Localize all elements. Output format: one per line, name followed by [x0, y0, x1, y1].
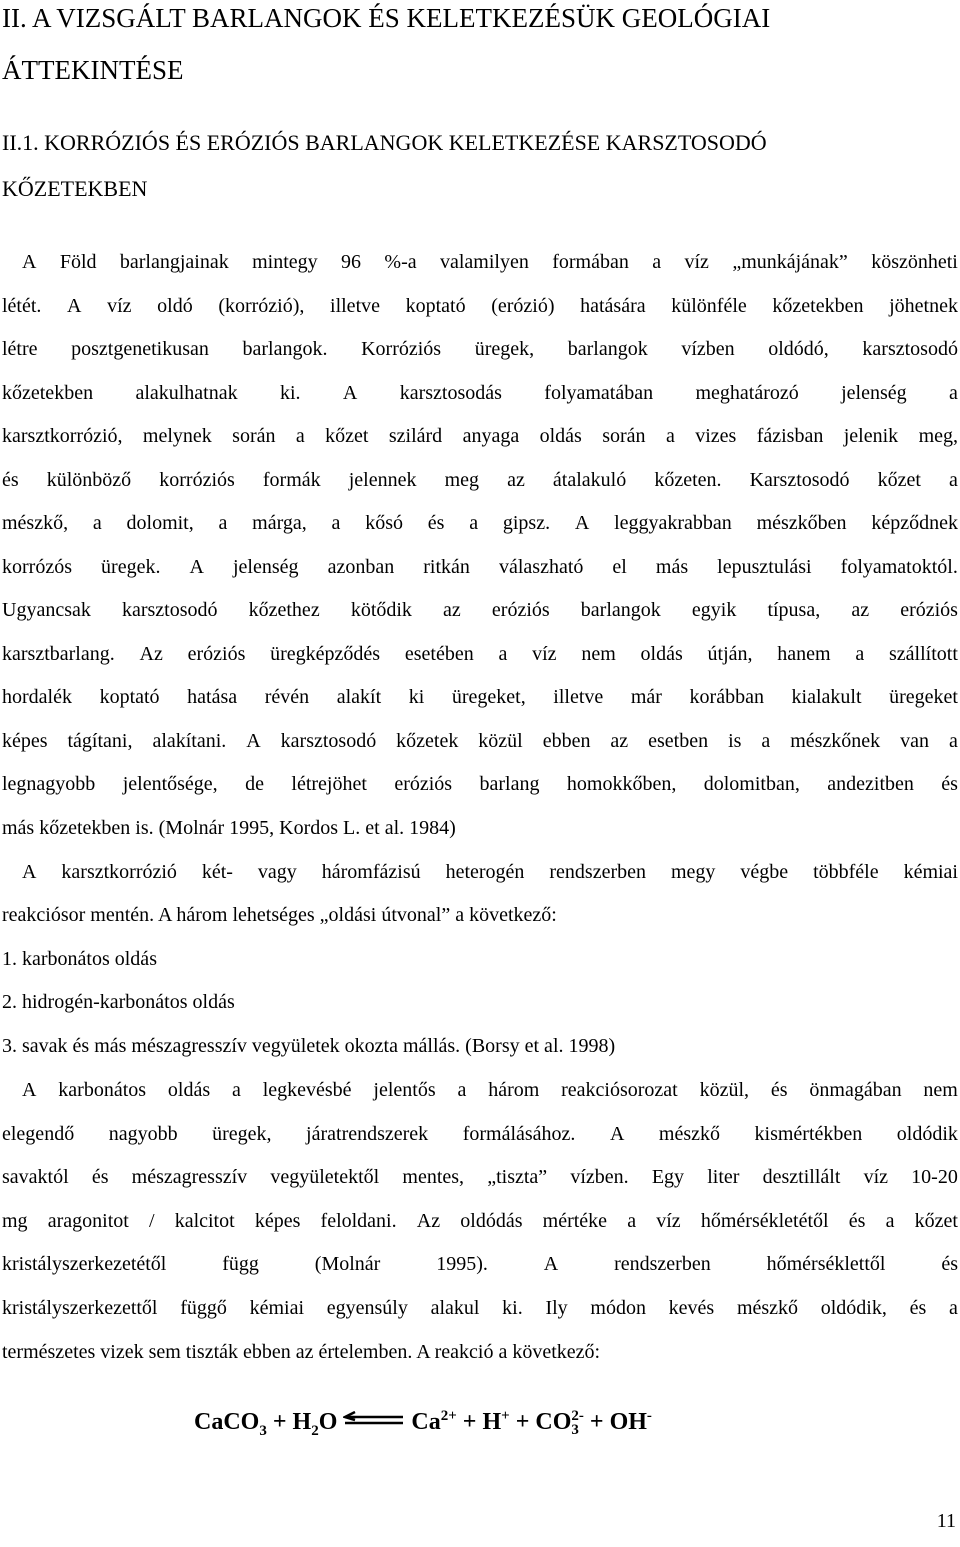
- word: üregeket: [889, 686, 958, 708]
- word: a: [652, 251, 662, 273]
- word: andezitben: [827, 773, 914, 795]
- word: mintegy: [252, 251, 318, 273]
- word: mészkő: [736, 1297, 799, 1319]
- eq-term: CaCO$_3$: [194, 1409, 267, 1439]
- word: /: [148, 1210, 155, 1232]
- word: és: [2, 469, 19, 491]
- word: más: [655, 556, 689, 578]
- word: elegendő: [2, 1123, 75, 1145]
- word: A: [574, 512, 590, 534]
- word: karsztbarlang.: [2, 643, 115, 665]
- word: liter: [707, 1166, 740, 1188]
- word: kötődik: [350, 599, 412, 621]
- word: esetében: [404, 643, 474, 665]
- word: a: [295, 425, 305, 447]
- eq-term: OH-: [609, 1408, 652, 1435]
- word: aragonitot: [47, 1210, 129, 1232]
- word: a: [218, 512, 228, 534]
- word: hanem: [777, 643, 831, 665]
- word: és: [909, 1297, 927, 1319]
- text-line: [2, 727, 958, 755]
- word: 1995).: [436, 1253, 488, 1275]
- word: üregek,: [212, 1123, 272, 1145]
- word: a: [948, 730, 958, 752]
- word: oldás: [640, 643, 683, 665]
- word: típusa,: [767, 599, 821, 621]
- word: eróziós: [491, 599, 550, 621]
- word: rendszerben: [614, 1253, 711, 1275]
- word: „munkájának”: [732, 251, 848, 273]
- word: kőzet: [325, 425, 369, 447]
- word: ritkán: [423, 556, 470, 578]
- word: dolomit,: [126, 512, 194, 534]
- word: átalakuló: [552, 469, 627, 491]
- word: szállított: [889, 643, 958, 665]
- word: Az: [416, 1210, 441, 1232]
- word: alakítani.: [152, 730, 227, 752]
- word: az: [610, 730, 629, 752]
- word: kismértékben: [754, 1123, 863, 1145]
- word: melynek: [142, 425, 212, 447]
- word: oldódó,: [768, 338, 829, 360]
- word: különféle: [671, 295, 747, 317]
- word: 10-20: [911, 1166, 958, 1188]
- word: kémiai: [249, 1297, 305, 1319]
- word: a: [665, 425, 675, 447]
- word: vízben: [681, 338, 735, 360]
- word: során: [232, 425, 276, 447]
- word: különböző: [46, 469, 132, 491]
- text-line: más kőzetekben is. (Molnár 1995, Kordos L. et al. 1984): [2, 817, 456, 839]
- word: víz: [107, 295, 132, 317]
- word: alakulhatnak: [135, 382, 238, 404]
- word: a: [948, 1297, 958, 1319]
- word: A: [246, 730, 261, 752]
- text-line: [2, 1294, 958, 1322]
- text-line: természetes vizek sem tiszták ebben az értelemben. A reakció a következő:: [2, 1341, 601, 1363]
- section-title-line-2: KŐZETEKBEN: [2, 176, 148, 201]
- word: formák: [262, 469, 321, 491]
- word: útján,: [707, 643, 753, 665]
- word: mészkő,: [2, 512, 69, 534]
- word: de: [245, 773, 264, 795]
- word: szilárd: [388, 425, 443, 447]
- word: víz: [532, 643, 557, 665]
- word: A: [22, 251, 37, 273]
- word: azonban: [327, 556, 395, 578]
- word: függ: [222, 1253, 259, 1275]
- word: homokkőben,: [566, 773, 677, 795]
- word: a: [885, 1210, 895, 1232]
- word: és: [427, 512, 445, 534]
- word: ki: [408, 686, 425, 708]
- word: barlangjainak: [119, 251, 229, 273]
- text-line: [2, 596, 958, 624]
- word: nem: [581, 643, 616, 665]
- text-line: [2, 422, 958, 450]
- word: Korróziós: [361, 338, 442, 360]
- word: hőmérséklettől: [766, 1253, 886, 1275]
- word: eróziós: [900, 599, 958, 621]
- word: dolomitban,: [703, 773, 800, 795]
- word: alakul: [430, 1297, 480, 1319]
- word: az: [443, 599, 461, 621]
- word: eróziós: [187, 643, 246, 665]
- word: fázisban: [756, 425, 824, 447]
- word: oldódás: [460, 1210, 523, 1232]
- word: vizes: [695, 425, 737, 447]
- word: és: [91, 1166, 109, 1188]
- word: kőzeten.: [654, 469, 722, 491]
- word: válaszható: [498, 556, 584, 578]
- word: kőzethez: [248, 599, 320, 621]
- text-line: [2, 1207, 958, 1235]
- word: barlangok.: [242, 338, 328, 360]
- word: 96: [341, 251, 362, 273]
- word: karsztosodó: [862, 338, 958, 360]
- word: van: [900, 730, 930, 752]
- word: formálásához.: [462, 1123, 576, 1145]
- word: a: [949, 469, 958, 491]
- word: már: [630, 686, 662, 708]
- equilibrium-arrow-icon: [343, 1411, 405, 1429]
- eq-term: CO 2- 3: [535, 1408, 584, 1439]
- word: egyensúly: [326, 1297, 408, 1319]
- word: során: [602, 425, 646, 447]
- text-line: [2, 1250, 958, 1278]
- eq-plus: +: [589, 1409, 604, 1435]
- word: kőzetekben: [2, 382, 94, 404]
- text-line: [2, 640, 958, 668]
- word: „tiszta”: [487, 1166, 548, 1188]
- word: oldó: [157, 295, 193, 317]
- word: hőmérsékletétől: [700, 1210, 829, 1232]
- word: desztillált: [762, 1166, 841, 1188]
- word: kőzet: [877, 469, 921, 491]
- text-line: [2, 1076, 958, 1104]
- word: folyamatoktól.: [840, 556, 958, 578]
- word: savaktól: [2, 1166, 69, 1188]
- word: háromfázisú: [321, 861, 421, 883]
- word: mértéke: [542, 1210, 608, 1232]
- word: a: [331, 512, 341, 534]
- word: három: [488, 1079, 540, 1101]
- word: közül,: [699, 1079, 750, 1101]
- word: oldódik: [896, 1123, 958, 1145]
- word: járatrendszerek: [306, 1123, 429, 1145]
- word: folyamatában: [544, 382, 654, 404]
- word: kőzetekben: [772, 295, 864, 317]
- word: oldódik,: [820, 1297, 887, 1319]
- text-line: [2, 509, 958, 537]
- word: karsztosodó: [280, 730, 377, 752]
- word: jelentős: [373, 1079, 436, 1101]
- word: ki.: [279, 382, 301, 404]
- word: jelenség: [233, 556, 299, 578]
- word: barlangok: [567, 338, 648, 360]
- word: lepusztulási: [717, 556, 812, 578]
- word: üregek,: [474, 338, 535, 360]
- text-line: reakciósor mentén. A három lehetséges „oldási útvonal” a következő:: [2, 904, 557, 926]
- word: víz: [863, 1166, 888, 1188]
- word: a: [627, 1210, 637, 1232]
- word: üregek.: [101, 556, 161, 578]
- word: meghatározó: [695, 382, 799, 404]
- word: kőzet: [914, 1210, 958, 1232]
- word: a: [949, 382, 958, 404]
- word: leggyakrabban: [614, 512, 732, 534]
- word: létre: [2, 338, 38, 360]
- word: karsztosodás: [399, 382, 502, 404]
- word: kémiai: [903, 861, 958, 883]
- word: heterogén: [445, 861, 525, 883]
- word: Karsztosodó: [749, 469, 850, 491]
- text-line: [2, 553, 958, 581]
- word: vízben.: [570, 1166, 629, 1188]
- word: A: [22, 1079, 37, 1101]
- word: révén: [264, 686, 310, 708]
- eq-plus: +: [462, 1409, 477, 1435]
- word: illetve: [330, 295, 380, 317]
- word: mészkőben: [756, 512, 847, 534]
- word: A: [342, 382, 358, 404]
- word: vegyületektől: [270, 1166, 380, 1188]
- section-title-line-1: II.1. KORRÓZIÓS ÉS ERÓZIÓS BARLANGOK KELETKEZÉSE KARSZTOSODÓ: [2, 130, 767, 155]
- word: hatására: [580, 295, 646, 317]
- word: a: [498, 643, 508, 665]
- word: mészagresszív: [131, 1166, 248, 1188]
- word: a: [457, 1079, 467, 1101]
- word: A: [189, 556, 204, 578]
- word: is: [728, 730, 742, 752]
- word: jelentősége,: [122, 773, 218, 795]
- word: mészkőnek: [790, 730, 881, 752]
- text-line: [2, 683, 958, 711]
- word: formában: [552, 251, 629, 273]
- word: víz: [684, 251, 709, 273]
- chemical-equation: [194, 1408, 652, 1454]
- word: korrózós: [2, 556, 72, 578]
- word: barlangok: [580, 599, 661, 621]
- word: eróziós: [394, 773, 453, 795]
- text-line: [2, 1163, 958, 1191]
- word: képes: [2, 730, 48, 752]
- word: nagyobb: [108, 1123, 178, 1145]
- word: a: [855, 643, 865, 665]
- eq-plus: +: [515, 1409, 530, 1435]
- word: illetve: [553, 686, 604, 708]
- text-line: 1. karbonátos oldás: [2, 948, 157, 970]
- word: valamilyen: [439, 251, 529, 273]
- word: vagy: [257, 861, 297, 883]
- word: a: [231, 1079, 241, 1101]
- word: kősó: [365, 512, 403, 534]
- word: karbonátos: [58, 1079, 147, 1101]
- word: tágítani,: [67, 730, 133, 752]
- text-line: [2, 466, 958, 494]
- word: egyik: [691, 599, 737, 621]
- chapter-title-line-2: ÁTTEKINTÉSE: [2, 55, 184, 85]
- word: koptató: [405, 295, 466, 317]
- word: posztgenetikusan: [71, 338, 209, 360]
- text-line: [2, 248, 958, 276]
- word: mentes,: [402, 1166, 465, 1188]
- word: képes: [254, 1210, 301, 1232]
- word: jelenik: [843, 425, 899, 447]
- word: oldás: [539, 425, 582, 447]
- text-line: [2, 770, 958, 798]
- word: ki.: [502, 1297, 523, 1319]
- word: létét.: [2, 295, 42, 317]
- word: a: [761, 730, 771, 752]
- word: esetben: [648, 730, 709, 752]
- word: %-a: [384, 251, 417, 273]
- word: korábban: [689, 686, 764, 708]
- word: többféle: [813, 861, 879, 883]
- word: és: [848, 1210, 866, 1232]
- word: alakít: [336, 686, 382, 708]
- word: Az: [139, 643, 163, 665]
- word: kristályszerkezettől: [2, 1297, 158, 1319]
- word: reakciósorozat: [561, 1079, 678, 1101]
- word: az: [851, 599, 870, 621]
- text-line: 3. savak és más mészagresszív vegyületek okozta mállás. (Borsy et al. 1998): [2, 1035, 616, 1057]
- word: üregképződés: [270, 643, 381, 665]
- text-line: [2, 1120, 958, 1148]
- text-line: [2, 292, 958, 320]
- word: függő: [180, 1297, 227, 1319]
- text-line: 2. hidrogén-karbonátos oldás: [2, 991, 235, 1013]
- word: (Molnár: [314, 1253, 381, 1275]
- word: rendszerben: [549, 861, 647, 883]
- word: Föld: [59, 251, 97, 273]
- word: képződnek: [871, 512, 958, 534]
- word: jelenség: [841, 382, 907, 404]
- word: megy: [670, 861, 716, 883]
- word: kőzetek: [396, 730, 459, 752]
- word: (erózió): [491, 295, 555, 317]
- word: kialakult: [791, 686, 862, 708]
- word: meg: [444, 469, 479, 491]
- text-line: [2, 335, 958, 363]
- page-number: 11: [936, 1510, 956, 1532]
- word: hatása: [187, 686, 238, 708]
- eq-term: $Ca^{2+}$: [411, 1408, 457, 1435]
- word: kalcitot: [174, 1210, 235, 1232]
- word: Ily: [545, 1297, 568, 1319]
- eq-term: $H_2O$: [292, 1409, 338, 1439]
- text-line: [2, 858, 958, 886]
- word: el: [612, 556, 627, 578]
- word: legnagyobb: [2, 773, 96, 795]
- chapter-title-line-1: II. A VIZSGÁLT BARLANGOK ÉS KELETKEZÉSÜK GEOLÓGIAI: [2, 3, 771, 33]
- word: jöhetnek: [889, 295, 958, 317]
- eq-plus: +: [272, 1409, 287, 1435]
- word: ebben: [542, 730, 591, 752]
- word: A: [543, 1253, 559, 1275]
- word: A: [67, 295, 82, 317]
- word: karsztkorrózió,: [2, 425, 123, 447]
- word: a: [469, 512, 479, 534]
- word: meg,: [918, 425, 958, 447]
- word: üregeket,: [451, 686, 526, 708]
- word: A: [609, 1123, 625, 1145]
- word: koptató: [99, 686, 160, 708]
- word: legkevésbé: [262, 1079, 352, 1101]
- word: létrejöhet: [291, 773, 367, 795]
- word: mg: [2, 1210, 28, 1232]
- word: módon: [590, 1297, 646, 1319]
- word: A: [22, 861, 37, 883]
- word: és: [770, 1079, 788, 1101]
- word: Egy: [651, 1166, 685, 1188]
- word: önmagában: [809, 1079, 902, 1101]
- word: anyaga: [462, 425, 520, 447]
- word: korróziós: [159, 469, 235, 491]
- text-line: [2, 379, 958, 407]
- word: mészkő: [658, 1123, 721, 1145]
- word: (korrózió),: [218, 295, 305, 317]
- word: két-: [201, 861, 233, 883]
- word: végbe: [740, 861, 789, 883]
- word: és: [941, 773, 958, 795]
- word: barlang: [479, 773, 540, 795]
- word: és: [941, 1253, 958, 1275]
- word: nem: [923, 1079, 958, 1101]
- word: kristályszerkezetétől: [2, 1253, 167, 1275]
- word: víz: [656, 1210, 681, 1232]
- word: a: [92, 512, 102, 534]
- word: karsztosodó: [121, 599, 218, 621]
- word: gipsz.: [502, 512, 551, 534]
- word: jelennek: [348, 469, 417, 491]
- word: kevés: [668, 1297, 715, 1319]
- word: Ugyancsak: [2, 599, 91, 621]
- word: feloldani.: [320, 1210, 397, 1232]
- word: karsztkorrózió: [61, 861, 177, 883]
- word: köszönheti: [871, 251, 958, 273]
- word: az: [507, 469, 525, 491]
- eq-term: H+: [482, 1408, 510, 1435]
- word: közül: [478, 730, 523, 752]
- word: oldás: [167, 1079, 211, 1101]
- word: hordalék: [2, 686, 72, 708]
- word: márga,: [252, 512, 307, 534]
